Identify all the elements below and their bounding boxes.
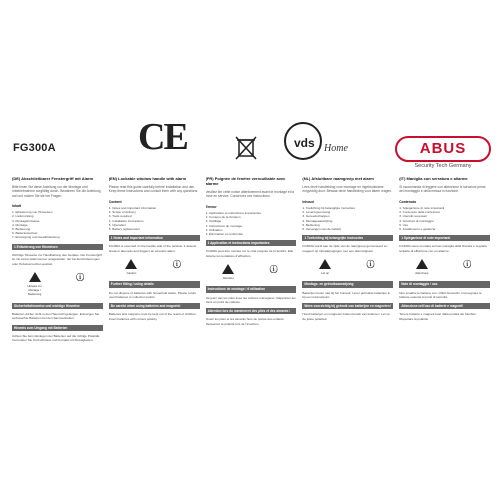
section-text: FG300A viene montata sul lato maniglia della finestra e segnala tentativi di effrazione con un allarme. (399, 244, 487, 253)
toc-item: 3. Tools required (108, 214, 132, 219)
section-bar: Montage- en gebruiksaanwijzing (302, 281, 393, 287)
toc-item: 1. Erläuterung von Hinweisen (12, 210, 53, 215)
warning-triangle-icon (125, 259, 137, 269)
toc-item: 3. Outillage (205, 219, 222, 224)
warning-icons (206, 264, 297, 280)
toc-title: Inhalt (12, 203, 22, 208)
vds-logo (284, 122, 322, 160)
intro-text: Please read this guide carefully before installation and use. Keep these instructions and consult them with any questions. (108, 185, 199, 194)
info-icon: ⓘ (366, 260, 375, 269)
warning-label: Let op (321, 271, 329, 275)
warning-icons (109, 259, 200, 275)
warning-icons (12, 272, 103, 297)
section-text: Houd batterijen en magneten buiten bereik van kinderen. Let op de juiste polariteit. (302, 312, 390, 321)
warning-label: Hinweis zur Montage / Bedienung (27, 283, 42, 297)
section-text: Achten Sie beim Einlegen der Batterien auf die richtige Polarität. Vermeiden Sie Kurzschlüsse und Kontakt mit Flüssigkeiten. (12, 333, 101, 343)
toc-item: 5. Operation (108, 222, 126, 227)
toc-item: 5. Uso (399, 222, 409, 227)
toc-item: 4. Installation instructions (108, 218, 144, 223)
info-icon-block (169, 259, 185, 275)
intro-text: Si raccomanda di leggere con attenzione le istruzioni prima del montaggio e della messa in funzione. (399, 185, 486, 194)
language-columns (12, 176, 490, 498)
info-icon-block (72, 272, 88, 297)
info-icon: ⓘ (76, 272, 85, 282)
section-text: Do not dispose of batteries with household waste. Please return used batteries to collection points. (108, 290, 197, 299)
section-bar: Instructions de montage / d'utilisation (206, 286, 297, 292)
warning-icon-block (220, 264, 236, 280)
vds-logo-text: vds (294, 136, 315, 150)
section-text: Ne jetez pas les piles avec les ordures ménagères. Rapportez-les dans un point de collecte. (205, 295, 296, 304)
toc-item: 6. Élimination et conformité (205, 231, 243, 236)
toc-item: 2. Leveringsomvang (302, 210, 331, 215)
warning-triangle-icon (319, 259, 331, 269)
warning-icon-block (27, 272, 43, 297)
intro-text: Veuillez lire cette notice attentivement avant le montage et la mise en service. Conservez ces instructions. (205, 190, 295, 199)
section-bar: Further fitting / using details (109, 281, 200, 287)
toc-item: 1. Toelichting bij belangrijke instructies (302, 205, 355, 210)
warning-triangle-icon (222, 264, 234, 274)
section-text: Batterien dürfen nicht in den Hausmüll gelangen. Entsorgen Sie verbrauchte Batterien bei den Sammelstellen. (12, 311, 100, 321)
toc-item: 1. Notes and important information (108, 205, 157, 210)
warning-icons (302, 259, 393, 275)
section-text: Batteries and magnets must be kept out of the reach of children. Insert batteries with correct polarity. (108, 312, 197, 321)
toc-list (206, 211, 297, 236)
section-bar: 1 Toelichting bij belangrijke instructies (302, 235, 393, 241)
toc-item: 2. Contenuto della confezione (399, 210, 441, 215)
section-text: FG300A is mounted on the handle side of the window. It detects break-in attempts and triggers an acoustic alarm. (108, 244, 197, 253)
toc-title: Content (108, 199, 122, 204)
toc-item: 3. Utensili necessari (399, 214, 427, 219)
section-bar: Attention lors du maniement des piles et des aimants ! (206, 308, 297, 314)
intro-text: Bitte lesen Sie diese Anleitung vor der Montage und Inbetriebnahme sorgfältig durch. Bewahren Sie die Anleitung auf und nutzen Sie sie bei Fragen. (12, 185, 101, 198)
column-title: (DE) Abschließbarer Fenstergriff mit Alarm (12, 176, 94, 181)
section-text: Batterijen horen niet bij het huisvuil. Lever gebruikte batterijen in bij een inzamelpunt. (302, 290, 391, 299)
column-nl (302, 176, 393, 498)
section-text: Tenere batterie e magneti fuori dalla portata dei bambini. Rispettare la polarità. (399, 312, 477, 321)
toc-list (12, 210, 103, 239)
section-text: Non smaltire le batterie con i rifiuti domestici. Consegnare le batterie esauste ai punti di raccolta. (399, 290, 482, 299)
warning-triangle-icon (29, 272, 41, 282)
toc-item: 6. Smaltimento e garanzia (399, 226, 436, 231)
toc-item: 4. Montageaanwijzing (302, 218, 333, 223)
info-icon-block (266, 264, 282, 280)
warning-icons (399, 259, 490, 275)
column-it (399, 176, 490, 498)
section-bar: Hinweis zum Umgang mit Batterien (12, 325, 103, 331)
toc-list (399, 206, 490, 231)
column-title: (NL) Afsluitbare raamgreep met alarm (302, 176, 374, 181)
toc-item: 6. Battery replacement (108, 226, 140, 231)
toc-title: Inhoud (302, 199, 314, 204)
ce-mark-icon: CE (138, 116, 187, 158)
section-text: FG300A peut être montée sur le côté poignée de la fenêtre. Elle détecte les tentatives d'effraction. (205, 249, 294, 258)
warning-label: Attenzione (415, 271, 429, 275)
warning-icon-block (414, 259, 430, 275)
warning-triangle-icon (416, 259, 428, 269)
info-icon-block (459, 259, 475, 275)
section-bar: Attenzione nell'uso di batterie e magneti! (399, 303, 490, 309)
section-text: Wichtige Hinweise zur Handhabung des Gerätes. Der Fenstergriff ist mit einem Alarmsensor ausgestattet, der bei Erschütterungen oder Hebelversuchen auslöst. (12, 252, 102, 266)
info-icon-block (362, 259, 378, 275)
toc-item: 3. Montagehinweise (12, 218, 40, 223)
section-bar: Be careful when using batteries and magnets! (109, 303, 200, 309)
abus-tagline: Security Tech Germany (414, 163, 472, 169)
column-fr (206, 176, 297, 498)
toc-item: 1. Spiegazione di note importanti (399, 205, 445, 210)
column-de (12, 176, 103, 498)
intro-text: Lees deze handleiding voor montage en ingebruikname zorgvuldig door. Bewaar deze handleiding voor latere vragen. (302, 185, 393, 194)
section-text: FG300A wordt aan de zijde van de raamgreep gemonteerd en reageert op inbraakpogingen met een alarmsignaal. (302, 244, 388, 253)
header (0, 0, 500, 169)
weee-bin-icon (232, 133, 260, 161)
abus-logo (395, 136, 491, 169)
column-en (109, 176, 200, 498)
warning-label: Attention (222, 276, 234, 280)
model-title: FG300A (13, 142, 56, 154)
toc-item: 2. Lieferumfang (12, 214, 34, 219)
column-title: (FR) Poignée de fenêtre verrouillable avec alarme (205, 176, 286, 186)
section-bar: 1 Notes and important information (109, 235, 200, 241)
info-icon: ⓘ (463, 260, 472, 269)
toc-list (302, 206, 393, 231)
toc-item: 5. Bedienung (12, 227, 31, 231)
section-bar: Note di montaggio / uso (399, 281, 490, 287)
column-title: (EN) Lockable window handle with alarm (108, 176, 187, 181)
section-bar: 1 Application et instructions importantes (206, 240, 297, 246)
section-bar: Wees voorzichtig bij gebruik van batterijen en magneten! (302, 303, 393, 309)
toc-item: 6. Batteriewechsel (12, 231, 38, 236)
toc-item: 2. Contenu de la livraison (205, 215, 241, 220)
toc-item: 5. Bediening (302, 222, 320, 227)
toc-item: 1. Application et instructions importantes (205, 210, 261, 215)
vds-home-label: Home (324, 143, 348, 154)
section-bar: 1 Spiegazione di note importanti (399, 235, 490, 241)
warning-label: Caution (126, 271, 137, 275)
warning-icon-block (317, 259, 333, 275)
toc-item: 4. Instructions de montage (205, 223, 243, 228)
toc-item: 6. Vervangen van de batterij (302, 226, 341, 231)
toc-item: 3. Gereedschappen (302, 214, 330, 219)
toc-item: 5. Utilisation (205, 227, 223, 232)
toc-item: 7. Entsorgung und Gewährleistung (12, 235, 60, 240)
toc-list (109, 206, 200, 231)
section-text: Tenez les piles et les aimants hors de portée des enfants. Respectez la polarité lors de l'insertion. (205, 317, 285, 326)
toc-item: 4. Istruzioni di montaggio (399, 218, 434, 223)
section-bar: Sicherheitshinweise und wichtige Hinweise (12, 303, 103, 309)
toc-title: Contenuto (399, 199, 417, 204)
toc-item: 4. Montage (12, 222, 28, 227)
toc-item: 2. Scope of delivery (108, 210, 136, 215)
abus-logo-text: ABUS (419, 140, 467, 157)
section-bar: 1 Erläuterung von Hinweisen (12, 244, 103, 250)
warning-icon-block (123, 259, 139, 275)
toc-title: Teneur (205, 204, 217, 209)
info-icon: ⓘ (269, 265, 278, 274)
info-icon: ⓘ (172, 260, 181, 269)
column-title: (IT) Maniglia con serratura e allarme (399, 176, 468, 181)
